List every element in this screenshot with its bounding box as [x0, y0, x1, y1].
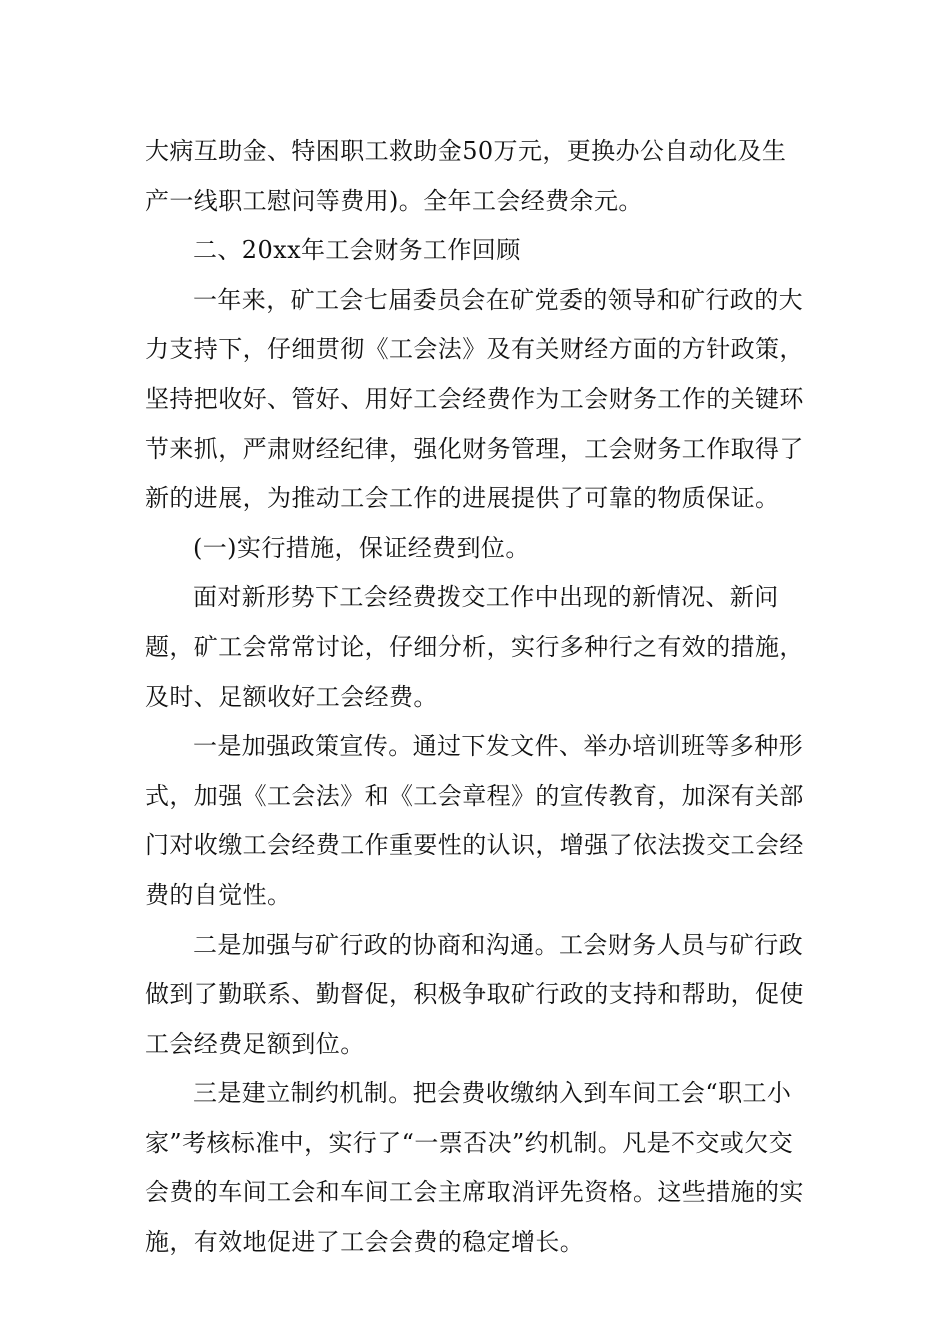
paragraph-overview: 一年来，矿工会七届委员会在矿党委的领导和矿行政的大力支持下，仔细贯彻《工会法》及有关财经方面的方针政策，坚持把收好、管好、用好工会经费作为工会财务工作的关键环节来抓，严肃财经纪律，强化财务管理，工会财务工作取得了新的进展，为推动工会工作的进展提供了可靠的物质保证。 [145, 285, 804, 513]
section-heading: 二、20xx年工会财务工作回顾 [193, 236, 521, 265]
paragraph-measures-intro: 面对新形势下工会经费拨交工作中出现的新情况、新问题，矿工会常常讨论，仔细分析，实行多种行之有效的措施，及时、足额收好工会经费。 [145, 583, 804, 711]
paragraph-measure-three: 三是建立制约机制。把会费收缴纳入到车间工会“职工小家”考核标准中，实行了“一票否决”约机制。凡是不交或欠交会费的车间工会和车间工会主席取消评先资格。这些措施的实施，有效地促进了工会会费的稳定增长。 [145, 1079, 804, 1257]
paragraph-measure-one: 一是加强政策宣传。通过下发文件、举办培训班等多种形式，加强《工会法》和《工会章程》的宣传教育，加深有关部门对收缴工会经费工作重要性的认识，增强了依法拨交工会经费的自觉性。 [145, 732, 804, 909]
paragraph-measure-two: 二是加强与矿行政的协商和沟通。工会财务人员与矿行政做到了勤联系、勤督促，积极争取矿行政的支持和帮助，促使工会经费足额到位。 [145, 930, 804, 1058]
paragraph-continuation: 大病互助金、特困职工救助金50万元，更换办公自动化及生产一线职工慰问等费用)。全年工会经费余元。 [145, 137, 787, 215]
subsection-heading: (一)实行措施，保证经费到位。 [193, 533, 530, 562]
document-body [145, 127, 810, 1268]
